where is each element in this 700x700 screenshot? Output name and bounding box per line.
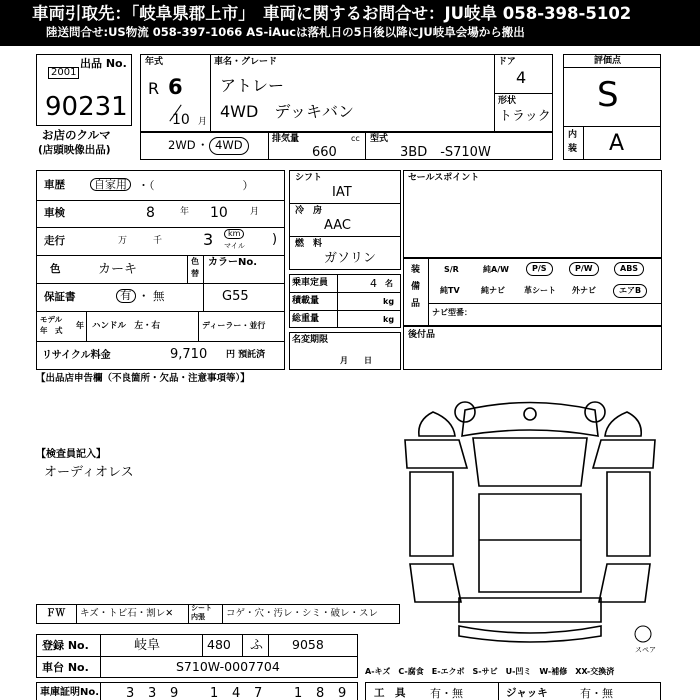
history-rest: ・（ ） <box>138 179 254 192</box>
handle-text: ハンドル 左・右 <box>92 321 161 331</box>
capacity-label: 乗車定員 <box>292 278 329 288</box>
equipment-tv: 純TV <box>440 286 460 295</box>
equipment-label-1: 装 <box>411 265 421 275</box>
equipment-pw: P/W <box>569 262 599 276</box>
shop-label: お店のクルマ <box>42 128 111 142</box>
door-value: 4 <box>516 68 527 87</box>
cert-digit-2: 3 <box>148 686 157 700</box>
color-no: G55 <box>222 289 249 304</box>
fuel-value: ガソリン <box>324 251 377 266</box>
capacity-value: 4 <box>370 277 377 290</box>
jack-value: 有・無 <box>580 687 613 700</box>
cert-digit-8: 8 <box>316 686 325 700</box>
inspection-year: 8 <box>146 205 155 221</box>
interior-score: A <box>609 131 625 156</box>
seat-text: コゲ・穴・汚レ・シミ・破レ・スレ <box>226 608 379 619</box>
year-month-unit: 月 <box>198 117 208 127</box>
gross-unit: kg <box>383 315 395 324</box>
equipment-navi: 純ナビ <box>481 286 505 295</box>
score-label: 評価点 <box>594 56 622 66</box>
equipment-abs: ABS <box>614 262 644 276</box>
lot-sub-code: 2001 <box>48 67 79 79</box>
displacement-unit: cc <box>351 134 360 143</box>
vehicle-name-label: 車名・グレード <box>214 57 278 67</box>
header-banner <box>0 0 700 46</box>
cert-digit-7: 1 <box>294 686 303 700</box>
cert-digit-6: 7 <box>254 686 263 700</box>
inspector-label: 【検査員記入】 <box>36 449 106 460</box>
vehicle-name: アトレー <box>220 76 285 95</box>
tools-label: 工 具 <box>374 687 406 699</box>
color-change-2: 替 <box>191 269 199 278</box>
chassis-label: 車台 No. <box>42 661 89 674</box>
lot-number-label: 出品 No. <box>80 57 127 70</box>
equipment-s-r: S/R <box>444 265 459 274</box>
equipment-label-2: 備 <box>411 282 421 292</box>
mileage-value: 3 <box>203 230 214 249</box>
cert-digit-1: 3 <box>126 686 135 700</box>
door-label: ドア <box>498 57 516 67</box>
mileage-km: km <box>224 229 244 239</box>
warranty-no: 無 <box>153 289 165 303</box>
warranty-yes: 有 <box>116 289 136 303</box>
equipment-label-3: 品 <box>411 299 421 309</box>
car-damage-diagram <box>395 390 665 660</box>
registration-class: 480 <box>207 637 231 652</box>
seat-label-2: 内張 <box>191 613 205 621</box>
cert-digit-9: 9 <box>338 686 347 700</box>
year-era: R <box>148 79 160 98</box>
fw-text: キズ・トビ石・割レ✕ <box>80 608 174 619</box>
navi-model-label: ナビ型番： <box>432 308 472 317</box>
year-value: 6 <box>168 75 183 99</box>
registration-kana: ふ <box>250 638 264 653</box>
shape-label: 形状 <box>498 96 517 106</box>
model-year-label-1: モデル <box>40 315 63 324</box>
registration-number: 9058 <box>292 637 324 652</box>
damage-legend: A-キズ C-腐食 E-エクボ S-サビ U-凹ミ W-補修 XX-交換済 <box>365 667 615 676</box>
inspection-month-unit: 月 <box>250 207 260 217</box>
name-change-label: 名変期限 <box>292 335 329 345</box>
registration-place: 岐阜 <box>134 638 161 653</box>
shop-sub: (店頭映像出品) <box>38 144 111 156</box>
recycle-value: 9,710 <box>170 347 208 362</box>
warranty-sep: ・ <box>138 289 150 303</box>
jack-label: ジャッキ <box>506 687 548 699</box>
equipment-ext-navi: 外ナビ <box>572 286 596 295</box>
inspection-month: 10 <box>210 205 228 221</box>
fuel-label: 燃 料 <box>295 239 323 249</box>
warranty-label: 保証書 <box>44 291 76 303</box>
mileage-mile: マイル <box>224 242 245 250</box>
shape-value: トラック <box>499 109 551 124</box>
drive-4wd: 4WD <box>209 137 249 155</box>
capacity-unit: 名 <box>385 279 393 288</box>
sales-point-box <box>403 170 662 258</box>
banner-line-1: 車両引取先：「岐阜県郡上市」 車両に関するお問合せ：JU岐阜 058-398-5102 <box>32 4 632 23</box>
after-fit-label: 後付品 <box>408 330 436 340</box>
recycle-unit: 円 預託済 <box>226 350 266 360</box>
year-label: 年式 <box>145 57 164 67</box>
seat-label-1: シート <box>191 604 212 612</box>
fw-label: ＦＷ <box>46 608 66 619</box>
recycle-label: リサイクル料金 <box>42 350 111 361</box>
inspection-year-unit: 年 <box>180 207 190 217</box>
spare-label: スペア <box>635 646 656 654</box>
cert-digit-4: 1 <box>210 686 219 700</box>
displacement-value: 660 <box>312 145 337 160</box>
tools-value: 有・無 <box>430 687 463 700</box>
vehicle-grade: 4WD デッキバン <box>220 102 355 121</box>
gross-label: 総重量 <box>292 314 320 324</box>
name-change-unit: 月 日 <box>340 356 372 365</box>
interior-label-2: 装 <box>568 144 578 154</box>
banner-line-2: 陸送問合せ:US物流 058-397-1066 AS-iAucは落札日の5日後以降にJU岐阜会場から搬出 <box>46 25 525 39</box>
cert-digit-3: 9 <box>170 686 179 700</box>
load-unit: kg <box>383 297 395 306</box>
inspector-text: オーディオレス <box>44 465 134 480</box>
chassis-value: S710W-0007704 <box>176 659 280 674</box>
equipment-ps: P/S <box>526 262 553 276</box>
mileage-sen: 千 <box>153 236 163 246</box>
drive-2wd: 2WD <box>168 138 196 152</box>
ac-label: 冷 房 <box>295 206 323 216</box>
displacement-label: 排気量 <box>272 134 300 144</box>
load-label: 積載量 <box>292 296 320 306</box>
model-label: 型式 <box>370 134 389 144</box>
color-value: カーキ <box>98 262 138 277</box>
color-no-label: カラーNo. <box>208 257 258 268</box>
dealer-text: ディーラー・並行 <box>202 321 266 330</box>
model-year-label-2: 年 式 <box>40 326 63 335</box>
color-change-1: 色 <box>191 257 199 266</box>
mileage-man: 万 <box>118 236 128 246</box>
drive-sep: ・ <box>197 138 209 152</box>
equipment-airbag: エアB <box>613 284 647 298</box>
mileage-paren: ) <box>272 232 278 247</box>
shift-value: IAT <box>332 185 352 200</box>
lot-number: 90231 <box>45 92 128 122</box>
interior-label-1: 内 <box>568 130 578 140</box>
history-label: 車歴 <box>44 179 65 191</box>
ac-value: AAC <box>324 218 351 233</box>
equipment-aw: 純A/W <box>483 265 509 274</box>
after-fit-box <box>403 326 662 370</box>
model-year-unit: 年 <box>76 321 84 330</box>
history-private: 自家用 <box>90 178 131 191</box>
inspection-label: 車検 <box>44 207 65 219</box>
model-value: 3BD -S710W <box>400 145 491 160</box>
declaration-label: 【出品店申告欄（不良箇所・欠品・注意事項等）】 <box>36 373 250 384</box>
car-outline <box>405 402 655 642</box>
color-label: 色 <box>50 263 61 275</box>
equipment-leather: 革シート <box>524 286 556 295</box>
cert-label: 車庫証明No. <box>40 687 100 698</box>
cert-digit-5: 4 <box>232 686 241 700</box>
shift-label: シフト <box>295 173 323 183</box>
registration-label: 登録 No. <box>42 639 89 652</box>
sales-point-label: セールスポイント <box>408 173 480 183</box>
score-value: S <box>597 75 619 115</box>
mileage-label: 走行 <box>44 235 65 247</box>
year-month: 10 <box>172 112 190 128</box>
